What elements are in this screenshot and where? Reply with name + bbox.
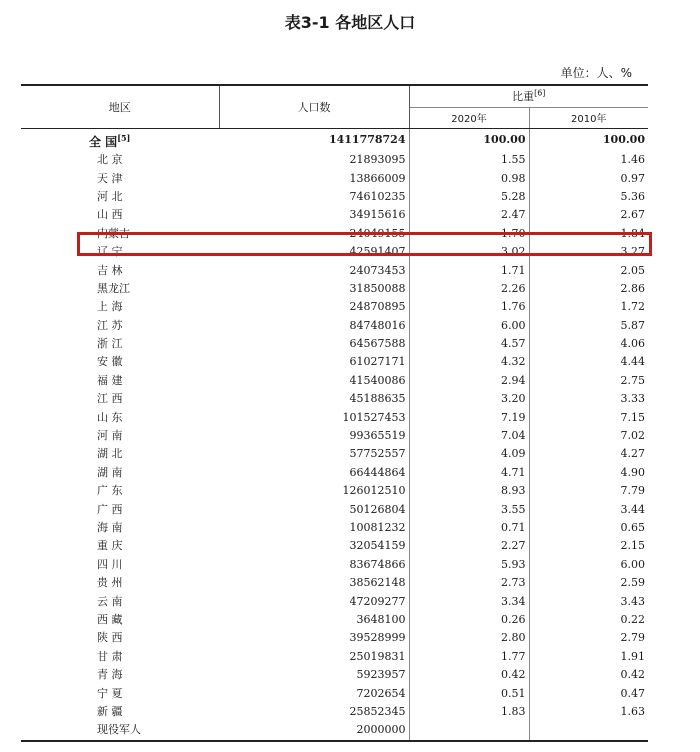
ratio-2010-cell: 0.97 [620,171,645,185]
table-row [21,482,648,500]
ratio-2020-cell: 2.27 [409,537,529,555]
population-cell: 45188635 [219,390,409,408]
population-cell: 101527453 [219,408,409,426]
region-cell: 山 西 [97,208,123,222]
region-cell: 贵 州 [97,576,123,590]
ratio-2020-cell: 8.93 [409,482,529,500]
table-row [21,574,648,592]
region-cell: 宁 夏 [97,686,123,700]
population-cell: 126012510 [219,482,409,500]
population-cell: 25852345 [219,703,409,721]
table-row [21,206,648,224]
region-cell: 海 南 [97,521,123,534]
region-cell: 四 川 [97,557,123,571]
ratio-2010-cell: 4.90 [620,465,645,479]
population-cell: 7202654 [219,684,409,702]
ratio-2010-cell: 2.15 [620,539,645,553]
population-cell: 38562148 [219,574,409,592]
ratio-2020-cell: 0.98 [409,169,529,187]
ratio-2020-cell: 0.42 [409,666,529,684]
ratio-2010-cell: 2.86 [620,281,645,295]
population-cell: 64567588 [219,335,409,353]
ratio-2010-cell: 7.15 [620,410,645,424]
ratio-2010-cell: 1.63 [620,704,645,718]
table-row [21,611,648,629]
region-cell: 广 东 [97,484,123,498]
ratio-2010-cell: 2.75 [620,373,645,387]
region-cell: 湖 南 [97,465,123,479]
population-cell: 83674866 [219,556,409,574]
population-cell: 5923957 [219,666,409,684]
region-cell: 黑龙江 [97,281,130,295]
population-cell: 74610235 [219,188,409,206]
population-cell: 10081232 [219,519,409,537]
population-cell: 13866009 [219,169,409,187]
population-cell: 99365519 [219,427,409,445]
population-cell: 21893095 [219,151,409,169]
table-title: 表3-1 各地区人口 [284,13,416,32]
region-cell: 西 藏 [97,612,123,626]
region-cell: 江 苏 [97,318,123,332]
table-row [21,464,648,482]
population-cell: 41540086 [219,372,409,390]
ratio-2010-cell: 4.44 [620,355,645,369]
ratio-2020-cell: 4.09 [409,445,529,463]
region-cell: 内蒙古 [97,226,130,240]
population-cell: 39528999 [219,629,409,647]
region-cell: 湖 北 [97,447,123,461]
table-row-total [21,129,648,152]
ratio-2020-cell: 0.71 [409,519,529,537]
population-cell: 24073453 [219,261,409,279]
table-row [21,629,648,647]
table-row [21,261,648,279]
population-cell: 31850088 [219,280,409,298]
ratio-2020-cell: 4.71 [409,464,529,482]
region-cell: 甘 肃 [97,649,123,663]
table-row [21,648,648,666]
header-population: 人口数 [219,85,409,129]
region-cell: 现役军人 [21,721,219,740]
table-row [21,188,648,206]
ratio-2010-cell: 2.05 [620,263,645,277]
ratio-2020-cell: 2.73 [409,574,529,592]
population-cell: 42591407 [219,243,409,261]
header-ratio: 比重[6] [409,85,648,107]
population-cell: 34915616 [219,206,409,224]
region-cell: 江 西 [97,392,123,406]
region-cell: 重 庆 [97,539,123,553]
ratio-2020-cell: 4.57 [409,335,529,353]
table-row [21,666,648,684]
region-cell: 安 徽 [97,355,123,369]
ratio-2010-cell: 6.00 [620,557,645,571]
table-row [21,537,648,555]
population-cell: 24870895 [219,298,409,316]
header-year-2020: 2020年 [409,107,529,129]
ratio-2010-cell: 2.79 [620,631,645,645]
population-cell: 57752557 [219,445,409,463]
ratio-2020-cell: 1.70 [409,225,529,243]
region-cell: 陕 西 [97,631,123,645]
ratio-2020-cell: 0.26 [409,611,529,629]
ratio-2020-cell [409,721,529,740]
ratio-2010-cell: 0.22 [620,612,645,626]
ratio-2020-cell: 3.20 [409,390,529,408]
ratio-2020-cell: 5.93 [409,556,529,574]
ratio-2010-cell: 0.47 [620,686,645,700]
population-cell: 84748016 [219,317,409,335]
table-row [21,408,648,426]
table-row [21,445,648,463]
region-cell: 新 疆 [97,704,123,718]
header-region: 地区 [21,85,219,129]
region-cell: 浙 江 [97,337,123,351]
population-cell: 24049155 [219,225,409,243]
table-row [21,556,648,574]
population-cell: 61027171 [219,353,409,371]
table-row [21,317,648,335]
ratio-2010-cell: 1.72 [620,300,645,314]
ratio-2010-cell: 1.84 [620,226,645,240]
population-cell: 3648100 [219,611,409,629]
header-year-2010: 2010年 [529,107,648,129]
ratio-2020-cell: 2.26 [409,280,529,298]
ratio-2020-cell: 4.32 [409,353,529,371]
table-row [21,298,648,316]
ratio-2020-cell: 1.83 [409,703,529,721]
region-cell: 上 海 [97,300,123,314]
ratio-2010-cell: 4.27 [620,447,645,461]
population-cell: 1411778724 [219,129,409,152]
ratio-2010-cell: 100.00 [602,133,645,146]
ratio-2020-cell: 0.51 [409,684,529,702]
ratio-2010-cell [529,721,648,740]
table-row [21,353,648,371]
region-cell: 北 京 [97,153,123,167]
ratio-2010-cell: 0.65 [620,521,645,534]
ratio-2010-cell: 1.91 [620,649,645,663]
region-cell: 辽 宁 [97,245,123,259]
ratio-2020-cell: 1.55 [409,151,529,169]
region-cell: 山 东 [97,410,123,424]
region-cell: 河 南 [97,429,123,443]
table-row [21,721,648,740]
ratio-2020-cell: 2.80 [409,629,529,647]
highlight-box [77,232,652,256]
table-row [21,372,648,390]
ratio-2020-cell: 2.47 [409,206,529,224]
table-row [21,169,648,187]
ratio-2010-cell: 2.67 [620,208,645,222]
region-cell: 天 津 [97,171,123,185]
population-cell: 32054159 [219,537,409,555]
population-table [21,84,648,742]
ratio-2020-cell: 3.34 [409,592,529,610]
ratio-2020-cell: 1.76 [409,298,529,316]
ratio-footnote: [6] [534,88,546,98]
ratio-2010-cell: 3.33 [620,392,645,406]
ratio-2010-cell: 0.42 [620,668,645,682]
ratio-2010-cell: 4.06 [620,337,645,351]
region-cell: 云 南 [97,594,123,608]
population-cell: 50126804 [219,500,409,518]
region-cell: 河 北 [97,189,123,203]
ratio-2020-cell: 5.28 [409,188,529,206]
ratio-2020-cell: 1.71 [409,261,529,279]
region-cell: 吉 林 [97,263,123,277]
region-cell: 全 国[5] [89,133,131,149]
ratio-2010-cell: 7.02 [620,429,645,443]
ratio-2020-cell: 7.19 [409,408,529,426]
table-row [21,280,648,298]
ratio-2010-cell: 3.43 [620,594,645,608]
ratio-2010-cell: 5.87 [620,318,645,332]
ratio-2020-cell: 3.02 [409,243,529,261]
ratio-2010-cell: 3.44 [620,502,645,516]
ratio-2010-cell: 1.46 [620,153,645,167]
table-row [21,390,648,408]
ratio-2020-cell: 7.04 [409,427,529,445]
ratio-2010-cell: 5.36 [620,189,645,203]
total-footnote: [5] [117,133,131,143]
table-row [21,592,648,610]
ratio-2020-cell: 100.00 [409,129,529,152]
table-row [21,500,648,518]
population-cell: 2000000 [219,721,409,740]
ratio-2020-cell: 3.55 [409,500,529,518]
table-row [21,684,648,702]
table-row [21,335,648,353]
ratio-2020-cell: 6.00 [409,317,529,335]
table-row [21,519,648,537]
region-cell: 广 西 [97,502,123,516]
population-cell: 25019831 [219,648,409,666]
ratio-2010-cell: 2.59 [620,576,645,590]
ratio-2020-cell: 2.94 [409,372,529,390]
ratio-2020-cell: 1.77 [409,648,529,666]
population-cell: 47209277 [219,592,409,610]
region-cell: 青 海 [97,668,123,682]
ratio-2010-cell: 3.27 [620,245,645,259]
population-cell: 66444864 [219,464,409,482]
table-row [21,151,648,169]
unit-label: 单位：人、% [560,66,632,80]
table-row [21,427,648,445]
table-row [21,703,648,721]
ratio-2010-cell: 7.79 [620,484,645,498]
region-cell: 福 建 [97,373,123,387]
